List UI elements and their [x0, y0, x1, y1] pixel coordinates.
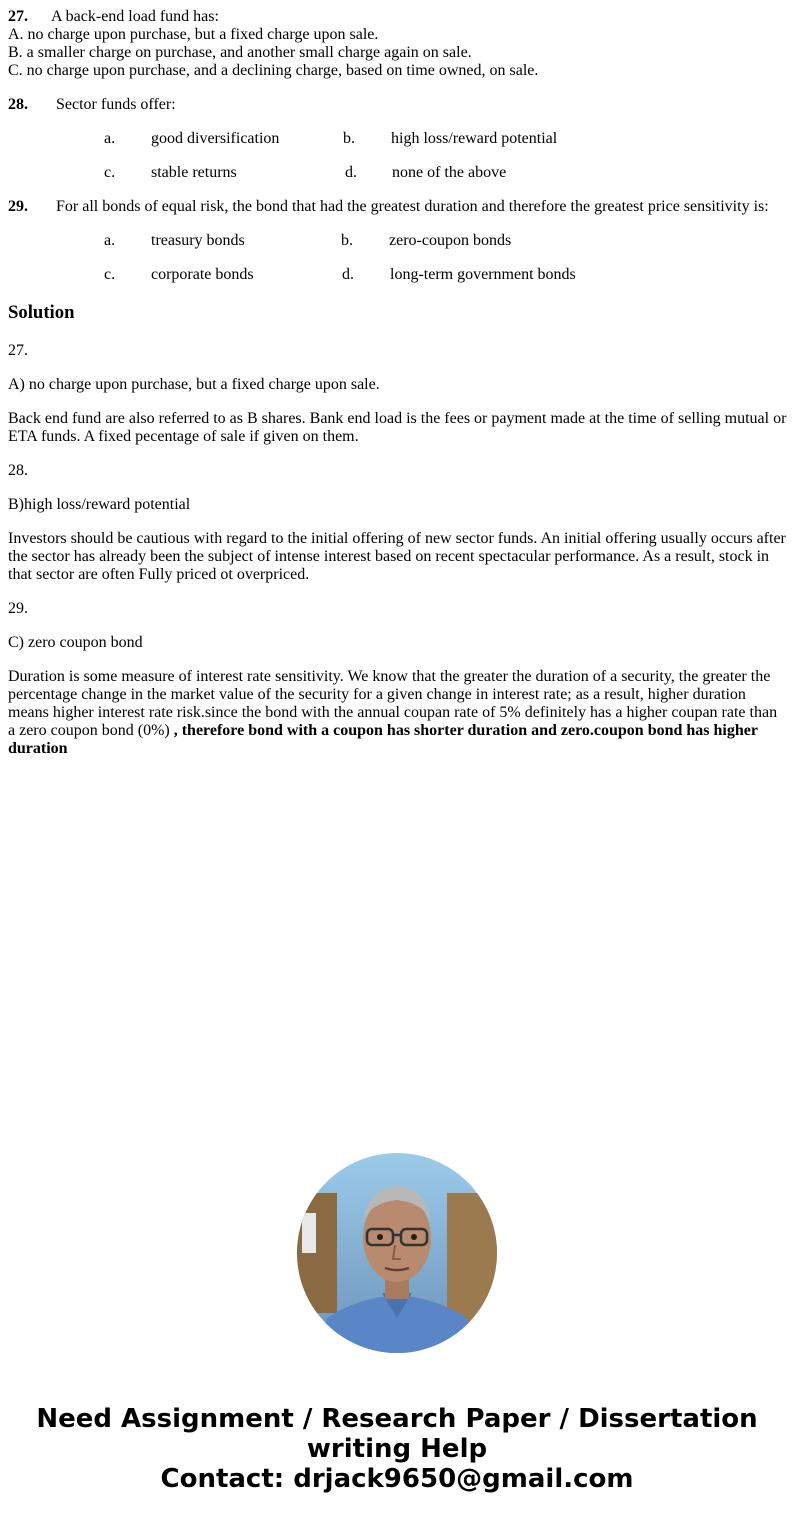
- option-b-text: high loss/reward potential: [391, 130, 558, 147]
- footer-line-1: Need Assignment / Research Paper / Dissertation: [36, 1404, 758, 1434]
- portrait-image: [297, 1153, 497, 1353]
- option-d-text: long-term government bonds: [390, 266, 576, 283]
- question-28: [8, 96, 788, 182]
- option-d-letter: d.: [342, 266, 354, 283]
- solution-29-explanation: [8, 668, 788, 758]
- question-number: 29.: [8, 198, 28, 215]
- solution-28-number: 28.: [8, 462, 28, 479]
- options-row-1: [8, 232, 788, 250]
- footer-line-2: writing Help: [306, 1434, 488, 1464]
- footer-contact: Contact: drjack9650@gmail.com: [160, 1464, 634, 1494]
- question-number: 27.: [8, 8, 28, 25]
- options-row-1: [8, 130, 788, 148]
- option-d-text: none of the above: [392, 164, 507, 181]
- question-29: [8, 198, 788, 284]
- option-c-text: stable returns: [151, 164, 237, 181]
- option-b-letter: b.: [343, 130, 355, 147]
- option-a-letter: a.: [104, 130, 116, 147]
- options-row-2: [8, 164, 788, 182]
- option-c: C. no charge upon purchase, and a declining charge, based on time owned, on sale.: [8, 62, 539, 79]
- explanation-bold-text: , therefore bond with a coupon has shorter duration and zero.coupon bond has higher duration: [8, 722, 758, 757]
- option-a-text: treasury bonds: [151, 232, 245, 249]
- right-eye: [411, 1234, 417, 1240]
- solution-27-number: 27.: [8, 342, 28, 359]
- option-a-letter: a.: [104, 232, 116, 249]
- option-b-letter: b.: [341, 232, 353, 249]
- option-c-letter: c.: [104, 164, 116, 181]
- solution-heading: Solution: [8, 302, 75, 323]
- option-c-text: corporate bonds: [151, 266, 254, 283]
- author-avatar: [297, 1153, 497, 1353]
- option-a-text: good diversification: [151, 130, 280, 147]
- question-stem: A back-end load fund has:: [51, 8, 219, 25]
- question-27: [8, 8, 788, 80]
- solution-28-explanation: Investors should be cautious with regard to the initial offering of new sector funds. An initial offering usually occurs after the sector has already been the subject of intense interest based on recent spectacular performance. As a result, stock in that sector are often Fully priced ot overpriced.: [8, 530, 786, 583]
- solution-27-explanation: Back end fund are also referred to as B shares. Bank end load is the fees or payment made at the time of selling mutual or ETA funds. A fixed pecentage of sale if given on them.: [8, 410, 787, 445]
- solution-29-number: 29.: [8, 600, 28, 617]
- option-b: B. a smaller charge on purchase, and another small charge again on sale.: [8, 44, 472, 61]
- option-d-letter: d.: [345, 164, 357, 181]
- wall-switch: [302, 1213, 316, 1253]
- question-number: 28.: [8, 96, 28, 113]
- document-body: [8, 8, 788, 774]
- explanation-text: Duration is some measure of interest rate sensitivity. We know that the greater the duration of a security, the greater the percentage change in the market value of the security for a given change in interest rate; as a result, higher duration means higher interest rate risk.since the bond with the annual coupan rate of 5% definitely has a higher coupan rate than a zero coupon bond (0%): [8, 668, 778, 739]
- solution-27-answer: A) no charge upon purchase, but a fixed charge upon sale.: [8, 376, 380, 393]
- solution-28-answer: B)high loss/reward potential: [8, 496, 191, 513]
- question-stem: For all bonds of equal risk, the bond that had the greatest duration and therefore the greatest price sensitivity is:: [56, 198, 769, 215]
- options-row-2: [8, 266, 788, 284]
- option-c-letter: c.: [104, 266, 116, 283]
- option-b-text: zero-coupon bonds: [389, 232, 512, 249]
- left-eye: [377, 1234, 383, 1240]
- question-stem: Sector funds offer:: [56, 96, 176, 113]
- option-a: A. no charge upon purchase, but a fixed charge upon sale.: [8, 26, 379, 43]
- right-door-panel: [447, 1193, 497, 1323]
- solution-29-answer: C) zero coupon bond: [8, 634, 143, 651]
- footer-banner: [0, 1404, 794, 1494]
